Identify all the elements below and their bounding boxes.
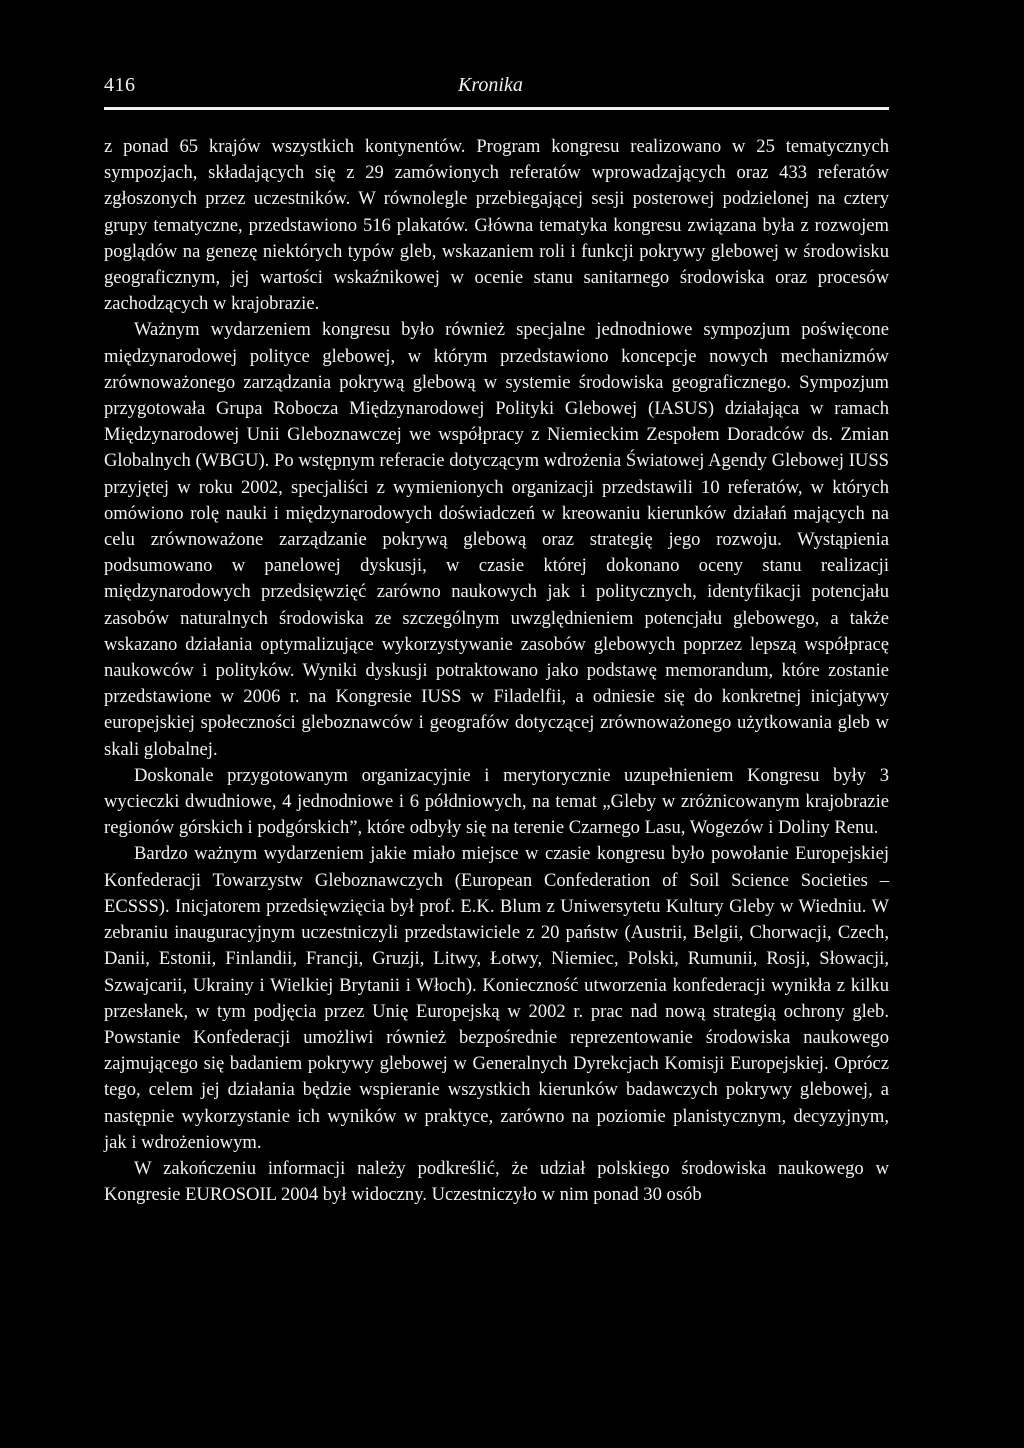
article-body [104,134,889,1208]
paragraph: z ponad 65 krajów wszystkich kontynentów. Program kongresu realizowano w 25 tematycznych sympozjach, składających się z 29 zamówionych referatów wprowadzających oraz 433 referatów zgłoszonych przez uczestników. W równolegle przebiegającej sesji posterowej podzielonej na cztery grupy tematyczne, przedstawiono 516 plakatów. Główna tematyka kongresu związana była z rozwojem poglądów na genezę niektórych typów gleb, wskazaniem roli i funkcji pokrywy glebowej w środowisku geograficznym, jej wartości wskaźnikowej w ocenie stanu sanitarnego środowiska oraz procesów zachodzących w krajobrazie. [104,136,889,315]
page-header [104,74,889,104]
header-rule [104,107,889,110]
paragraph: W zakończeniu informacji należy podkreślić, że udział polskiego środowiska naukowego w Kongresie EUROSOIL 2004 był widoczny. Uczestniczyło w nim ponad 30 osób [104,1157,889,1206]
paragraph: Ważnym wydarzeniem kongresu było również specjalne jednodniowe sympozjum poświęcone międzynarodowej polityce glebowej, w którym przedstawiono koncepcje nowych mechanizmów zrównoważonego zarządzania pokrywą glebową w systemie środowiska geograficznego. Sympozjum przygotowała Grupa Robocza Międzynarodowej Polityki Glebowej (IASUS) działająca w ramach Międzynarodowej Unii Gleboznawczej we współpracy z Niemieckim Zespołem Doradców ds. Zmian Globalnych (WBGU). Po wstępnym referacie dotyczącym wdrożenia Światowej Agendy Glebowej IUSS przyjętej w roku 2002, specjaliści z wymienionych organizacji przedstawili 10 referatów, w których omówiono rolę nauki i międzynarodowych doświadczeń w kreowaniu kierunków działań mających na celu zrównoważone zarządzanie pokrywą glebową oraz strategię jego rozwoju. Wystąpienia podsumowano w panelowej dyskusji, w czasie której dokonano oceny stanu realizacji międzynarodowych przedsięwzięć zarówno naukowych jak i politycznych, identyfikacji potencjału zasobów naturalnych środowiska ze szczególnym uwzględnieniem potencjału glebowego, a także wskazano działania optymalizujące wykorzystywanie zasobów glebowych poprzez lepszą współpracę naukowców i polityków. Wyniki dyskusji potraktowano jako podstawę memorandum, które zostanie przedstawione w 2006 r. na Kongresie IUSS w Filadelfii, a odniesie się do konkretnej inicjatywy europejskiej społeczności gleboznawców i geografów dotyczącej zrównoważonego użytkowania gleb w skali globalnej. [104,319,889,760]
paragraph: Bardzo ważnym wydarzeniem jakie miało miejsce w czasie kongresu było powołanie Europejskiej Konfederacji Towarzystw Gleboznawczych (European Confederation of Soil Science Societies – ECSSS). Inicjatorem przedsięwzięcia był prof. E.K. Blum z Uniwersytetu Kultury Gleby w Wiedniu. W zebraniu inauguracyjnym uczestniczyli przedstawiciele z 20 państw (Austrii, Belgii, Chorwacji, Czech, Danii, Estonii, Finlandii, Francji, Gruzji, Litwy, Łotwy, Niemiec, Polski, Rumunii, Rosji, Słowacji, Szwajcarii, Ukrainy i Wielkiej Brytanii i Włoch). Konieczność utworzenia konfederacji wynikła z kilku przesłanek, w tym podjęcia przez Unię Europejską w 2002 r. prac nad nową strategią ochrony gleb. Powstanie Konfederacji umożliwi również bezpośrednie reprezentowanie środowiska naukowego zajmującego się badaniem pokrywy glebowej w Generalnych Dyrekcjach Komisji Europejskiej. Oprócz tego, celem jej działania będzie wspieranie wszystkich kierunków badawczych pokrywy glebowej, a następnie wykorzystanie ich wyników w praktyce, zarówno na poziomie planistycznym, decyzyjnym, jak i wdrożeniowym. [104,843,889,1153]
paragraph: Doskonale przygotowanym organizacyjnie i merytorycznie uzupełnieniem Kongresu były 3 wycieczki dwudniowe, 4 jednodniowe i 6 półdniowych, na temat „Gleby w zróżnicowanym krajobrazie regionów górskich i podgórskich”, które odbyły się na terenie Czarnego Lasu, Wogezów i Doliny Renu. [104,764,889,839]
page-number: 416 [104,74,136,96]
running-title: Kronika [458,74,523,96]
